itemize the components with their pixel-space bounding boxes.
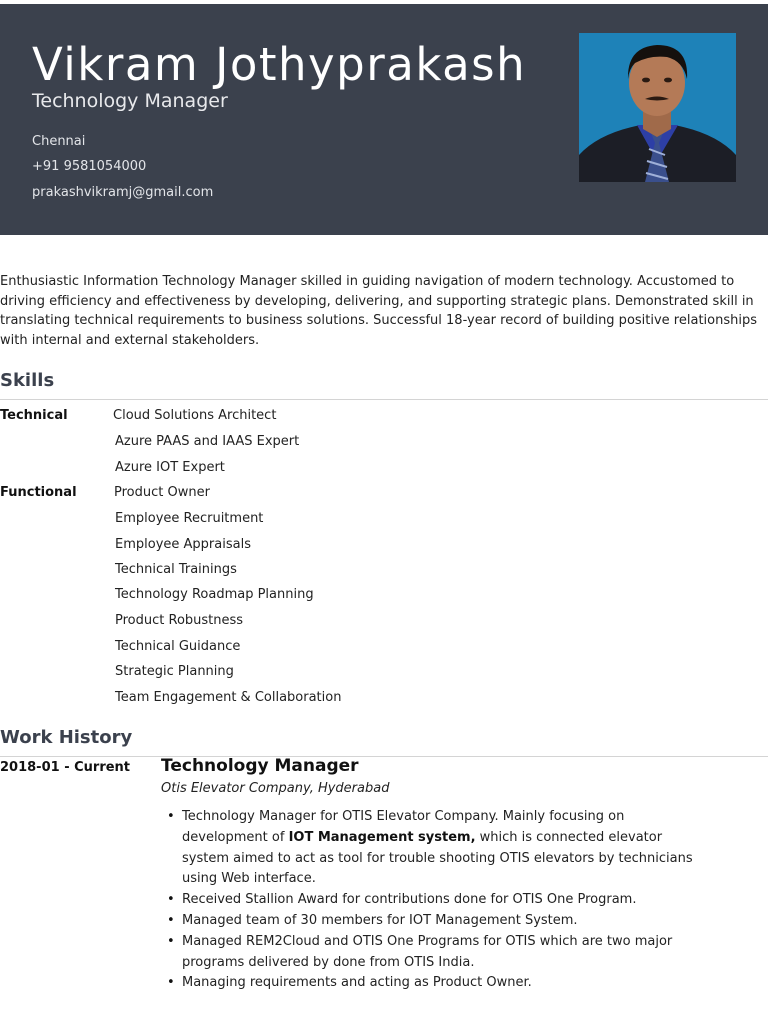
contact-city: Chennai [32, 134, 86, 149]
skills-heading: Skills [0, 370, 55, 391]
resume-header [0, 4, 768, 235]
job-bullet-text: Technology Manager for OTIS Elevator Company. Mainly focusing on development of [182, 809, 625, 845]
skill-item: Employee Appraisals [115, 537, 251, 552]
skill-item: Employee Recruitment [115, 511, 264, 526]
skill-item: Technical Trainings [115, 562, 237, 577]
job-bullet-bold: IOT Management system, [288, 829, 476, 845]
job-company: Otis Elevator Company, Hyderabad [161, 781, 390, 796]
skill-item: Product Robustness [115, 613, 244, 628]
candidate-name: Vikram Jothyprakash [32, 38, 527, 91]
job-bullet: • Managed team of 30 members for IOT Management System. [161, 911, 706, 932]
skill-item: Product Owner [114, 485, 210, 500]
skill-category-functional: Functional [0, 485, 77, 500]
job-bullet: • Managed REM2Cloud and OTIS One Programs for OTIS which are two major programs delivered by done from OTIS India. [161, 932, 706, 974]
job-bullet: • Managing requirements and acting as Product Owner. [161, 973, 706, 994]
skill-item: Azure PAAS and IAAS Expert [115, 434, 300, 449]
contact-phone: +91 9581054000 [32, 159, 147, 174]
candidate-role: Technology Manager [32, 90, 228, 112]
skill-item: Cloud Solutions Architect [113, 408, 277, 423]
work-history-divider [0, 756, 768, 757]
skill-item: Technical Guidance [115, 639, 241, 654]
job-bullet-text: which is connected elevator system aimed to act as tool for trouble shooting OTIS elevators by technicians using Web interface. [182, 829, 693, 887]
skill-category-technical: Technical [0, 408, 68, 423]
contact-email[interactable]: prakashvikramj@gmail.com [32, 185, 214, 200]
job-bullet: • Received Stallion Award for contributions done for OTIS One Program. [161, 890, 706, 911]
job-date: 2018-01 - Current [0, 760, 131, 775]
job-title: Technology Manager [161, 756, 359, 776]
profile-photo [579, 33, 736, 182]
job-bullet [161, 807, 706, 890]
skill-item: Team Engagement & Collaboration [115, 690, 342, 705]
professional-summary: Enthusiastic Information Technology Manager skilled in guiding navigation of modern technology. Accustomed to driving efficiency and effectiveness by developing, delivering, and supporting strategic plans. Demonstrated skill in translating technical requirements to business solutions. Successful 18-year record of building positive relationships with internal and external stakeholders. [0, 274, 757, 348]
job-responsibilities [161, 807, 706, 994]
skill-item: Strategic Planning [115, 664, 234, 679]
skill-item: Azure IOT Expert [115, 460, 225, 475]
skill-item: Technology Roadmap Planning [115, 587, 314, 602]
skills-divider [0, 399, 768, 400]
work-history-heading: Work History [0, 727, 133, 748]
profile-photo-icon [579, 33, 736, 182]
